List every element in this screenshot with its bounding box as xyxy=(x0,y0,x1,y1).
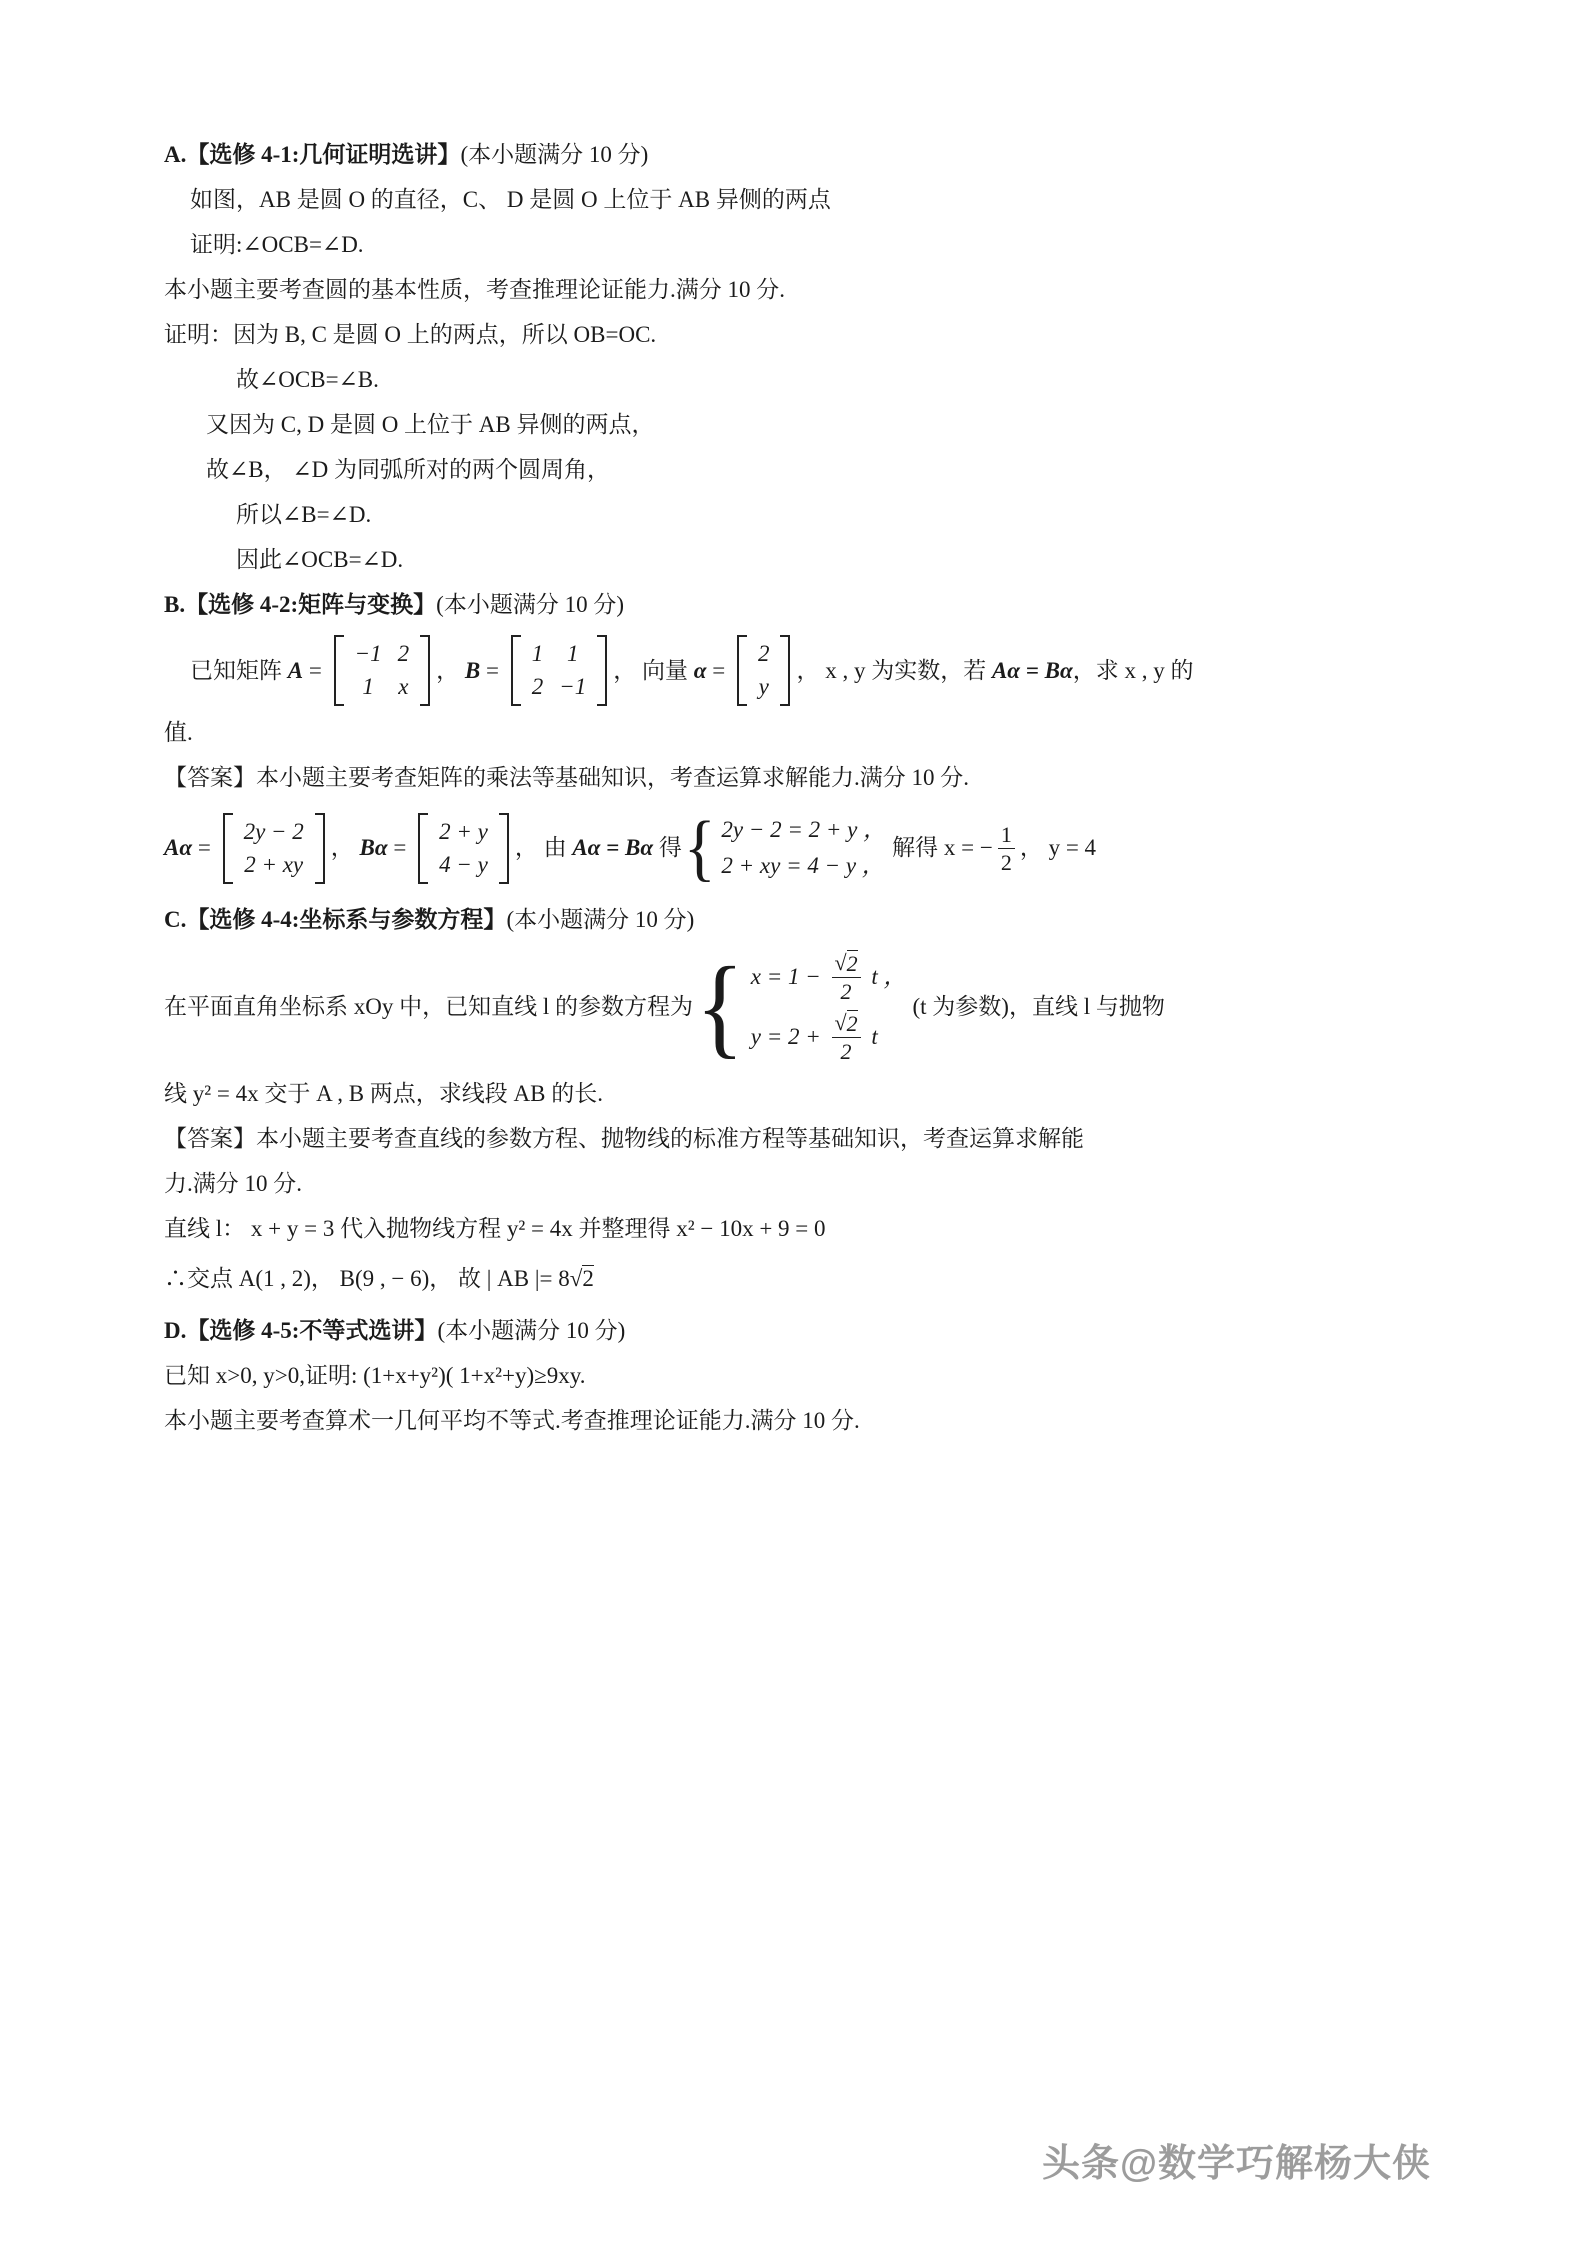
matrix-cell: 2y − 2 xyxy=(243,818,304,844)
bracket-right xyxy=(420,635,430,706)
text-run: (t 为参数)，直线 l 与抛物 xyxy=(912,994,1165,1019)
sqrt-radical-sign: √ xyxy=(569,1266,583,1291)
fraction-numerator xyxy=(832,950,861,978)
section-a-paragraph-9: 因此∠OCB=∠D. xyxy=(236,547,404,572)
section-b-answer-note: 【答案】本小题主要考查矩阵的乘法等基础知识，考查运算求解能力.满分 10 分. xyxy=(164,765,969,790)
text-run: 在平面直角坐标系 xOy 中，已知直线 l 的参数方程为 xyxy=(164,994,693,1019)
fraction-denominator: 2 xyxy=(1000,849,1012,875)
matrix-cell: 2 xyxy=(397,641,410,666)
watermark: 头条@数学巧解杨大侠 xyxy=(1041,2143,1431,2185)
var-b-alpha: Bα xyxy=(359,835,388,860)
fraction-numerator xyxy=(832,1010,861,1038)
section-c-answer-note-1: 【答案】本小题主要考查直线的参数方程、抛物线的标准方程等基础知识，考查运算求解能 xyxy=(164,1126,1084,1151)
condition-aeqb: Aα = Bα xyxy=(991,657,1073,683)
matrix-cell: 2 + y xyxy=(439,818,488,844)
system-equation-2: 2 + xy = 4 − y ， xyxy=(721,853,885,878)
matrix-cell: 2 + xy xyxy=(244,851,304,877)
text-run: ， 向量 xyxy=(613,657,694,683)
fraction-denominator: 2 xyxy=(840,1039,852,1064)
matrix-cells xyxy=(347,635,418,706)
section-c-parametric-line xyxy=(164,945,1436,1069)
text-run: ，求 x , y 的 xyxy=(1072,657,1194,683)
matrix-cell: x xyxy=(398,674,409,699)
fraction xyxy=(832,1010,861,1064)
comma: ， xyxy=(436,657,465,683)
sqrt-radical-sign: √ xyxy=(834,1010,847,1035)
bracket-right xyxy=(597,635,607,706)
section-c-paragraph-2: 线 y² = 4x 交于 A , B 两点，求线段 AB 的长. xyxy=(164,1081,603,1106)
parametric-equation-y xyxy=(751,1010,907,1064)
fraction xyxy=(998,822,1015,875)
fraction-numerator: 1 xyxy=(998,822,1015,849)
section-b-solution-formula xyxy=(164,807,1436,889)
section-b-problem-formula xyxy=(164,635,1436,706)
var-matrix-a: A xyxy=(287,657,304,683)
comma: ， xyxy=(330,835,360,860)
section-b-paragraph-continuation: 值. xyxy=(164,720,193,745)
bracket-left xyxy=(737,635,747,706)
matrix-cells xyxy=(236,813,312,884)
var-a-alpha: Aα xyxy=(164,835,193,860)
section-a-points: (本小题满分 10 分) xyxy=(460,142,649,167)
system-equation-1: 2y − 2 = 2 + y ， xyxy=(721,817,887,842)
bracket-right xyxy=(780,635,790,706)
section-d-points: (本小题满分 10 分) xyxy=(437,1318,626,1343)
document-content xyxy=(164,140,1436,1451)
equals-sign: = xyxy=(387,835,413,860)
matrix-cells xyxy=(750,635,778,706)
section-a-title: A.【选修 4-1:几何证明选讲】 xyxy=(164,142,461,167)
parametric-equations xyxy=(751,950,907,1064)
equals-sign: = xyxy=(706,657,731,683)
sqrt-radicand: 2 xyxy=(846,1011,858,1036)
vector-alpha xyxy=(737,635,791,706)
matrix-b xyxy=(511,635,608,706)
section-a-paragraph-8: 所以∠B=∠D. xyxy=(236,502,372,527)
matrix-a xyxy=(334,635,431,706)
section-a-paragraph-6: 又因为 C, D 是圆 O 上位于 AB 异侧的两点， xyxy=(206,412,655,437)
section-b-heading xyxy=(164,590,1436,620)
section-a-paragraph-7: 故∠B， ∠D 为同弧所对的两个圆周角， xyxy=(206,457,610,482)
bracket-left xyxy=(511,635,521,706)
vector-a-alpha xyxy=(223,813,325,884)
text-run: x = 1 − xyxy=(750,964,827,989)
text-run: t ， xyxy=(865,964,907,989)
equals-sign: = xyxy=(303,657,328,683)
section-d-paragraph-2: 本小题主要考查算术一几何平均不等式.考查推理论证能力.满分 10 分. xyxy=(164,1408,860,1433)
matrix-cell: 2 xyxy=(531,674,544,699)
text-run: 得 xyxy=(653,835,682,860)
section-c-solution-1: 直线 l： x + y = 3 代入抛物线方程 y² = 4x 并整理得 x² − 10x + 9 = 0 xyxy=(164,1216,826,1241)
section-a-paragraph-4: 证明：因为 B, C 是圆 O 上的两点，所以 OB=OC. xyxy=(164,322,657,347)
text-run: ， x , y 为实数，若 xyxy=(796,657,992,683)
text-run: ∴交点 A(1 , 2)， B(9 , − 6)， 故 | AB |= 8 xyxy=(164,1266,570,1291)
parametric-equation-x xyxy=(751,950,907,1004)
text-run: 解得 x = − xyxy=(892,835,993,860)
text-run: ， y = 4 xyxy=(1019,835,1097,860)
vector-b-alpha xyxy=(418,813,509,884)
section-a-paragraph-1: 如图，AB 是圆 O 的直径，C、 D 是圆 O 上位于 AB 异侧的两点 xyxy=(190,187,831,212)
bracket-right xyxy=(315,813,325,884)
section-a-paragraph-5: 故∠OCB=∠B. xyxy=(236,367,379,392)
text-run: ， 由 xyxy=(514,835,573,860)
system-brace: { xyxy=(683,807,716,889)
sqrt-radicand: 2 xyxy=(582,1266,594,1291)
text-run: 已知矩阵 xyxy=(190,657,288,683)
section-b-title: B.【选修 4-2:矩阵与变换】 xyxy=(164,592,437,617)
text-run: t xyxy=(865,1024,878,1049)
sqrt-radical-sign: √ xyxy=(834,950,847,975)
section-a-heading xyxy=(164,140,1436,170)
section-c-answer-note-2: 力.满分 10 分. xyxy=(164,1171,302,1196)
matrix-cell: 1 xyxy=(362,674,374,699)
matrix-cell: 2 xyxy=(757,641,770,666)
matrix-cell: −1 xyxy=(559,674,587,699)
var-alpha: α xyxy=(693,657,707,683)
fraction-denominator: 2 xyxy=(840,979,852,1004)
equals-sign: = xyxy=(480,657,505,683)
condition-aeqb: Aα = Bα xyxy=(572,835,654,860)
section-c-heading xyxy=(164,905,1436,935)
matrix-cells xyxy=(431,813,496,884)
section-a-paragraph-3: 本小题主要考查圆的基本性质，考查推理论证能力.满分 10 分. xyxy=(164,277,785,302)
bracket-left xyxy=(334,635,344,706)
section-d-paragraph-1: 已知 x>0, y>0,证明: (1+x+y²)( 1+x²+y)≥9xy. xyxy=(164,1363,586,1388)
parametric-brace: { xyxy=(695,945,745,1069)
text-run: y = 2 + xyxy=(750,1024,827,1049)
section-d-title: D.【选修 4-5:不等式选讲】 xyxy=(164,1318,438,1343)
equals-sign: = xyxy=(192,835,217,860)
bracket-left xyxy=(223,813,233,884)
bracket-left xyxy=(418,813,428,884)
matrix-cell: −1 xyxy=(354,641,382,666)
section-d-heading xyxy=(164,1316,1436,1346)
section-a-paragraph-2: 证明:∠OCB=∠D. xyxy=(190,232,364,257)
bracket-right xyxy=(499,813,509,884)
sqrt-expression xyxy=(570,1264,594,1294)
fraction xyxy=(832,950,861,1004)
matrix-cells xyxy=(524,635,595,706)
matrix-cell: 1 xyxy=(531,641,544,666)
sqrt-radicand: 2 xyxy=(846,951,858,976)
matrix-cell: 1 xyxy=(566,641,579,666)
matrix-cell: y xyxy=(758,674,769,699)
equation-system xyxy=(721,815,886,881)
matrix-cell: 4 − y xyxy=(439,851,488,877)
section-c-solution-2 xyxy=(164,1264,1436,1294)
var-matrix-b: B xyxy=(464,657,481,683)
section-b-points: (本小题满分 10 分) xyxy=(436,592,624,617)
section-c-title: C.【选修 4-4:坐标系与参数方程】 xyxy=(164,907,507,932)
section-c-points: (本小题满分 10 分) xyxy=(506,907,695,932)
